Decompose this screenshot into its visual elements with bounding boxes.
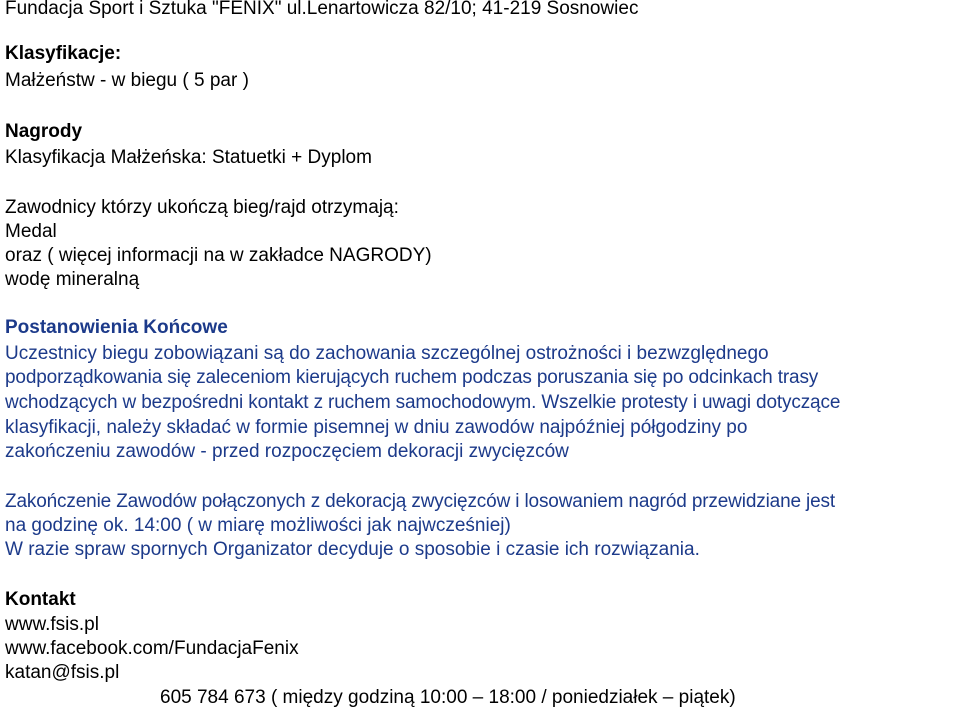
contact-heading: Kontakt (5, 589, 76, 610)
prizes-medal: Medal (5, 221, 57, 242)
final-provisions-heading: Postanowienia Końcowe (5, 317, 228, 338)
final-provisions-line: zakończeniu zawodów - przed rozpoczęciem dekoracji zwycięzców (5, 441, 569, 462)
final-provisions-line: klasyfikacji, należy składać w formie pisemnej w dniu zawodów najpóźniej półgodziny po (5, 417, 748, 438)
classifications-heading: Klasyfikacje: (5, 43, 122, 64)
final-provisions-line: Uczestnicy biegu zobowiązani są do zachowania szczególnej ostrożności i bezwzględnego (5, 343, 769, 364)
contact-facebook-link[interactable]: www.facebook.com/FundacjaFenix (5, 638, 299, 659)
prizes-marital: Klasyfikacja Małżeńska: Statuetki + Dyplom (5, 147, 372, 168)
contact-phone: 605 784 673 ( między godziną 10:00 – 18:00 / poniedziałek – piątek) (160, 687, 736, 708)
prizes-more-info: oraz ( więcej informacji na w zakładce NAGRODY) (5, 245, 432, 266)
organizer-line: Fundacja Sport i Sztuka "FENIX" ul.Lenartowicza 82/10; 41-219 Sosnowiec (5, 0, 639, 19)
final-provisions-line: wchodzących w bezpośredni kontakt z ruchem samochodowym. Wszelkie protesty i uwagi dotyczące (5, 392, 841, 413)
prizes-finishers-intro: Zawodnicy którzy ukończą bieg/rajd otrzymają: (5, 197, 399, 218)
closing-line: Zakończenie Zawodów połączonych z dekoracją zwycięzców i losowaniem nagród przewidziane jest (5, 491, 836, 512)
final-provisions-line: podporządkowania się zaleceniom kierujących ruchem podczas poruszania się po odcinkach trasy (5, 367, 819, 388)
classification-item: Małżeństw - w biegu ( 5 par ) (5, 70, 249, 91)
closing-line: W razie spraw spornych Organizator decyduje o sposobie i czasie ich rozwiązania. (5, 539, 700, 560)
contact-website-link[interactable]: www.fsis.pl (5, 614, 99, 635)
prizes-water: wodę mineralną (5, 269, 140, 290)
contact-email-link[interactable]: katan@fsis.pl (5, 662, 120, 683)
prizes-heading: Nagrody (5, 121, 83, 142)
closing-line: na godzinę ok. 14:00 ( w miarę możliwości jak najwcześniej) (5, 515, 511, 536)
